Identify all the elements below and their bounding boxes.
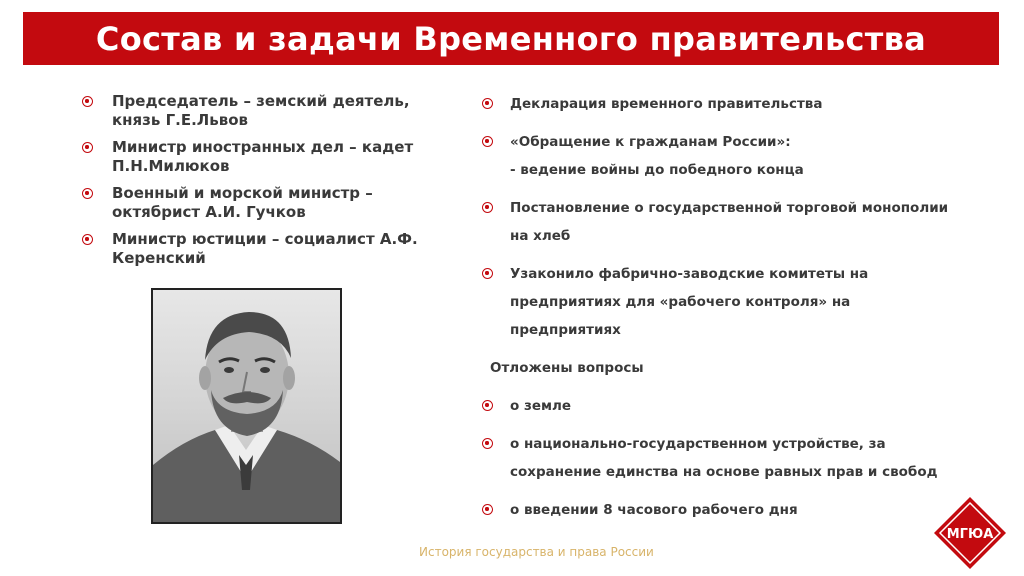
list-item: Узаконило фабрично-заводские комитеты на предприятиях для «рабочего контроля» на предприятиях bbox=[482, 260, 962, 344]
bullet-icon bbox=[482, 504, 493, 515]
list-item: о земле bbox=[482, 392, 962, 420]
logo-text: МГЮА bbox=[946, 527, 994, 542]
list-item: о введении 8 часового рабочего дня bbox=[482, 496, 962, 524]
bullet-icon bbox=[82, 96, 93, 107]
list-item: Постановление о государственной торговой монополии на хлеб bbox=[482, 194, 962, 250]
mgua-logo bbox=[930, 493, 1010, 573]
title-banner bbox=[23, 12, 999, 65]
list-item: Декларация временного правительства bbox=[482, 90, 962, 118]
bullet-icon bbox=[82, 142, 93, 153]
footer-caption: История государства и права России bbox=[419, 545, 654, 559]
bullet-icon bbox=[482, 400, 493, 411]
bullet-icon bbox=[82, 234, 93, 245]
portrait-illustration bbox=[153, 290, 340, 522]
list-item: Министр юстиции – социалист А.Ф. Керенский bbox=[82, 230, 462, 268]
list-item: Министр иностранных дел – кадет П.Н.Милюков bbox=[82, 138, 462, 176]
slide-title: Состав и задачи Временного правительства bbox=[95, 19, 927, 58]
portrait-photo bbox=[151, 288, 342, 524]
bullet-icon bbox=[482, 98, 493, 109]
bullet-icon bbox=[482, 438, 493, 449]
list-item: о национально-государственном устройстве, за сохранение единства на основе равных прав и свобод bbox=[482, 430, 962, 486]
postponed-heading: Отложены вопросы bbox=[490, 360, 644, 376]
list-item: Военный и морской министр – октябрист А.И. Гучков bbox=[82, 184, 462, 222]
list-item: Председатель – земский деятель, князь Г.Е.Львов bbox=[82, 92, 462, 130]
bullet-icon bbox=[482, 202, 493, 213]
bullet-icon bbox=[482, 268, 493, 279]
bullet-icon bbox=[82, 188, 93, 199]
list-item: «Обращение к гражданам России»: - ведение войны до победного конца bbox=[482, 128, 962, 184]
cabinet-list bbox=[82, 92, 462, 276]
bullet-icon bbox=[482, 136, 493, 147]
tasks-list bbox=[482, 90, 962, 534]
